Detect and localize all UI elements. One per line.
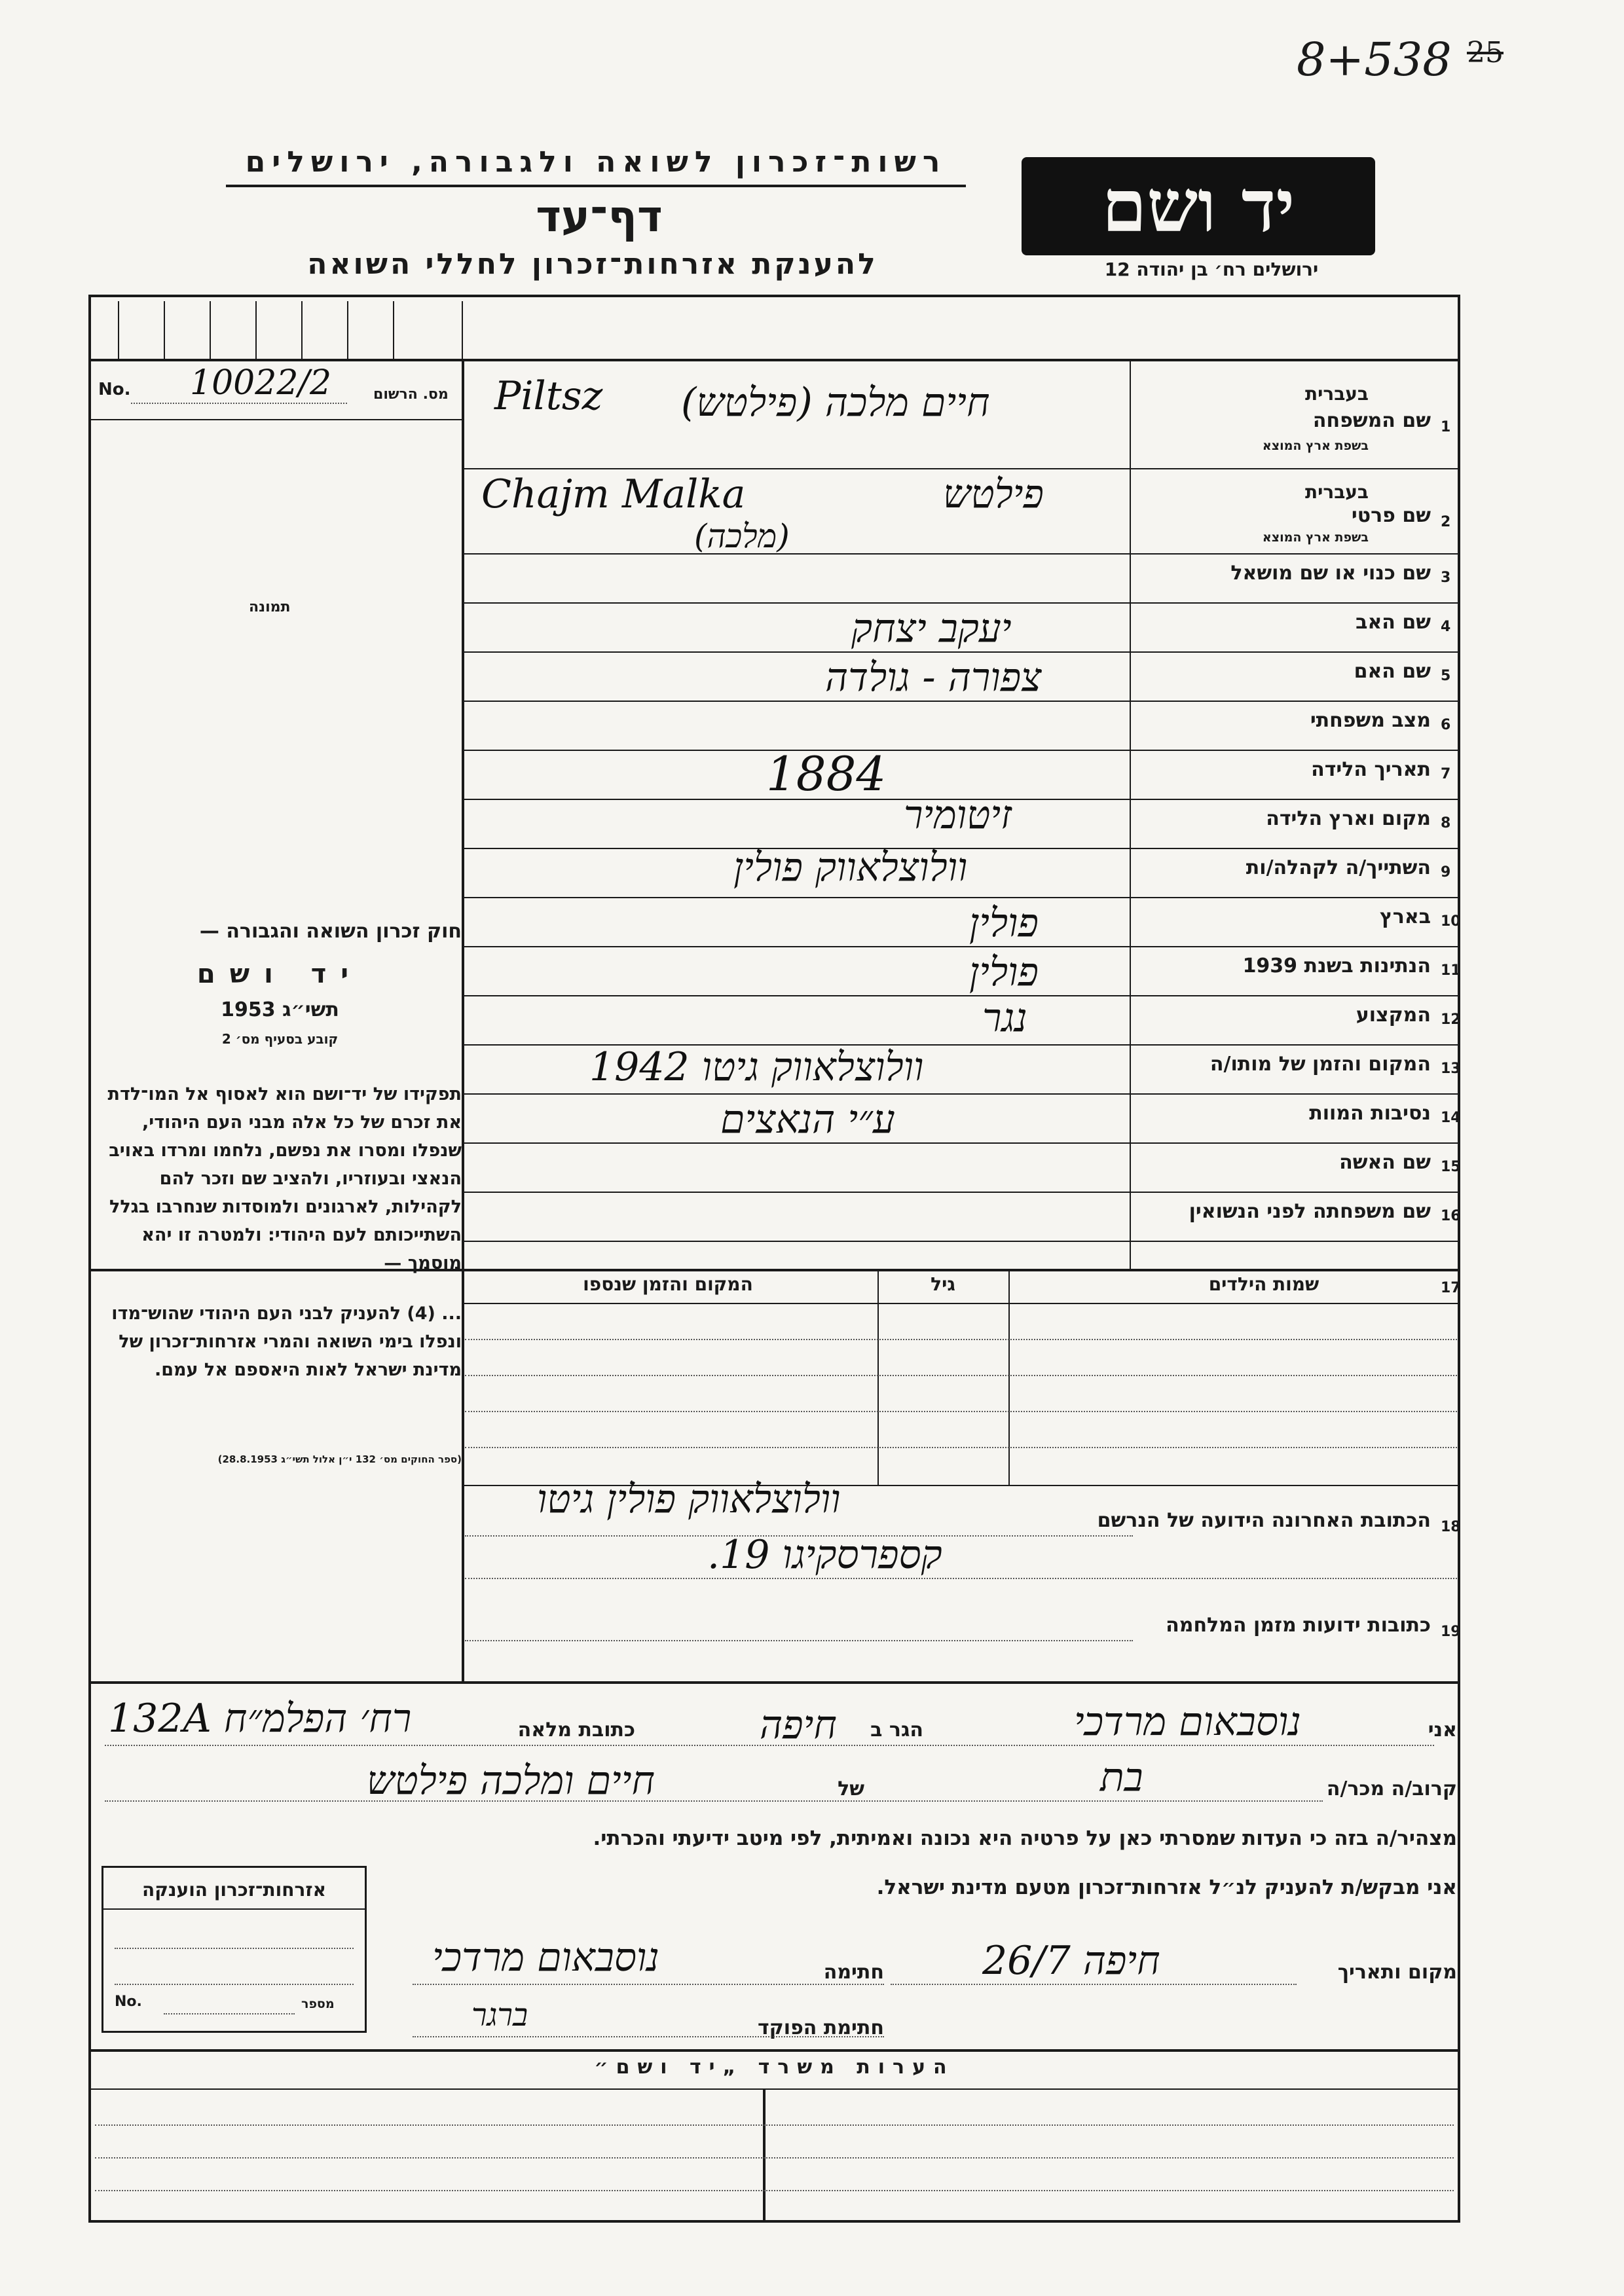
field-firstname-origin-sub: בשפת ארץ המוצא xyxy=(1262,530,1369,545)
signature-label: חתימה xyxy=(823,1961,884,1984)
registration-label: מס. הרשום xyxy=(373,386,449,403)
law-paragraph-2: ... (4) להעניק לבני העם היהודי שהוש־מדו ונפלו בימי השואה והמרי אזרחות־זכרון של מדינת ישראל לאות היאספם אל עמם. xyxy=(111,1303,462,1380)
field-death-place-label: המקום והזמן של מותו/ה xyxy=(1209,1053,1431,1076)
law-section: קובע בסעיף מס׳ 2 xyxy=(221,1031,339,1047)
law-citation: (ספר החוקים מס׳ 132 י״ן אלול תשי״ג 28.8.1953) xyxy=(217,1453,462,1465)
birthdate-value: 1884 xyxy=(766,746,887,801)
field-death-cause-label: נסיבות המוות xyxy=(1309,1102,1431,1125)
officer-signature-label: חתימת הפוקד xyxy=(758,2016,884,2039)
stamp-no-label: No. xyxy=(115,1994,142,2010)
mother-value: צפורה - גולדה xyxy=(825,655,1042,701)
field-firstname-hebrew-sub: בעברית xyxy=(1304,481,1369,503)
registration-number: 10022/2 xyxy=(190,363,332,403)
firstname-latin-value: Chajm Malka xyxy=(481,471,746,517)
last-address-value: וולוצלאווק פולין גיטו xyxy=(537,1476,841,1522)
field-nickname-label: שם כנוי או שם מושאל xyxy=(1230,562,1431,585)
last-address-label: הכתובת האחרונה הידועה של הנרשם xyxy=(1097,1509,1431,1532)
field-wife-label: שם האשה xyxy=(1339,1151,1431,1174)
field-surname-label: שם המשפחה xyxy=(1312,409,1431,432)
profession-value: נגר xyxy=(982,995,1027,1041)
declaration-line-1: מצהיר/ה בזה כי העדות שמסרתי כאן על פרטיה היא נכונה ואמיתית, לפי מיטב ידיעתי והכרתי. xyxy=(593,1827,1457,1850)
archive-reference-crossed: 25 xyxy=(1467,36,1504,69)
field-country-label: בארץ xyxy=(1379,905,1431,928)
logo-address: ירושלים רח׳ בן יהודה 12 xyxy=(1104,259,1319,280)
field-marital-label: מצב משפחתי xyxy=(1310,709,1431,732)
divider xyxy=(88,359,1460,361)
stamp-number-label: מספר xyxy=(301,1997,335,2011)
form-subtitle: להענקת אזרחות־זכרון לחללי השואה xyxy=(307,247,878,281)
witness-name-value: נוסבאום מרדכי xyxy=(1074,1699,1301,1745)
yad-vashem-logo: יד ושם xyxy=(1022,157,1375,255)
birthplace-value: זיטומיר xyxy=(904,792,1012,838)
field-birthplace-label: מקום וארץ הלידה xyxy=(1266,807,1431,830)
field-firstname-label: שם פרטי xyxy=(1351,504,1431,527)
photo-label: תמונה xyxy=(249,599,291,615)
firstname-hebrew-value: פילטש xyxy=(943,471,1044,517)
label-column-divider xyxy=(1130,359,1131,1269)
country-value: פולין xyxy=(969,900,1039,946)
firstname-hebrew-value-2: (מלכה) xyxy=(694,517,790,555)
left-column-divider xyxy=(462,359,464,1269)
declaration-residing: הגר ב xyxy=(870,1719,923,1741)
community-value: וולוצלאווק פולין xyxy=(733,845,968,890)
surname-latin-value: Piltsz xyxy=(494,373,603,419)
field-birthdate-label: תאריך הלידה xyxy=(1311,758,1431,781)
field-mother-label: שם האם xyxy=(1354,660,1431,683)
children-age-header: גיל xyxy=(931,1273,955,1295)
father-value: יעקב יצחק xyxy=(851,606,1012,651)
remarks-title: הערות משרד „יד ושם״ xyxy=(594,2056,955,2079)
children-place-header: המקום והזמן שנספו xyxy=(583,1273,753,1295)
law-name: יד ושם xyxy=(196,959,363,989)
citizenship-value: פולין xyxy=(969,949,1039,995)
last-address-value-2: קספרסקיגו 19. xyxy=(707,1532,942,1578)
declaration-of: של xyxy=(838,1777,864,1800)
field-community-label: השתייך/ה לקהלה/ות xyxy=(1246,856,1431,879)
memorial-citizenship-title: אזרחות־זכרון הוענקה xyxy=(142,1879,326,1901)
children-names-header: שמות הילדים xyxy=(1208,1273,1320,1295)
archive-reference-number: 8+538 xyxy=(1297,33,1452,86)
witness-address-value: רח׳ הפלמ״ח 132A xyxy=(108,1696,412,1741)
field-citizenship-label: הנתינות בשנת 1939 xyxy=(1242,955,1431,977)
law-paragraph-1: תפקידו של יד־ושם הוא לאסוף אל המו־לדת את זכרם של כל אלה מבני העם היהודי, שנפלו ומסרו את נפשם, נלחמו ומרדו באויב הנאצי ובעוזריו, ולהציב שם וזכר להם לקהילות, לארגונים ולמוסדות שנחרבו בגלל השתייכותם לעם היהודי: ולמטרה זו יהא מוסמך — xyxy=(107,1084,462,1273)
officer-signature-value: ברגר xyxy=(471,1997,528,2033)
surname-hebrew-value: חיים מלכה (פילטש) xyxy=(681,380,990,426)
field-surname-origin-sub: בשפת ארץ המוצא xyxy=(1262,439,1369,453)
law-year: תשי״ג 1953 xyxy=(221,998,339,1021)
relation-value: בת xyxy=(1100,1755,1143,1800)
death-place-value: וולוצלאווק גיטו 1942 xyxy=(589,1044,924,1090)
registration-no-label: No. xyxy=(98,380,131,399)
place-date-label: מקום ותאריך xyxy=(1337,1961,1457,1984)
field-surname-hebrew-sub: בעברית xyxy=(1304,383,1369,405)
field-wife-maiden-label: שם משפחתה לפני הנשואין xyxy=(1189,1200,1431,1223)
declaration-line-2: אני מבקש/ת להעניק לנ״ל אזרחות־זכרון מטעם מדינת ישראל. xyxy=(876,1876,1457,1899)
field-father-label: שם האב xyxy=(1356,611,1431,634)
of-name-value: חיים ומלכה פילטש xyxy=(367,1758,655,1804)
header-rule xyxy=(226,185,966,187)
death-cause-value: ע״י הנאצים xyxy=(720,1097,895,1142)
signature-value: נוסבאום מרדכי xyxy=(432,1935,659,1980)
field-profession-label: המקצוע xyxy=(1356,1004,1431,1027)
law-title: חוק זכרון השואה והגבורה — xyxy=(199,920,462,943)
declaration-i: אני xyxy=(1428,1719,1457,1741)
wartime-address-label: כתובות ידועות מזמן המלחמה xyxy=(1166,1614,1431,1637)
form-title: דף־עד xyxy=(536,191,663,242)
declaration-full-address: כתובת מלאה xyxy=(517,1719,635,1741)
declaration-relative: קרוב/ה מכר/ה xyxy=(1326,1777,1457,1800)
city-value: חיפה xyxy=(760,1702,837,1748)
place-date-value: חיפה 26/7 xyxy=(982,1938,1160,1984)
authority-name: רשות־זכרון לשואה ולגבורה, ירושלים xyxy=(245,145,947,179)
